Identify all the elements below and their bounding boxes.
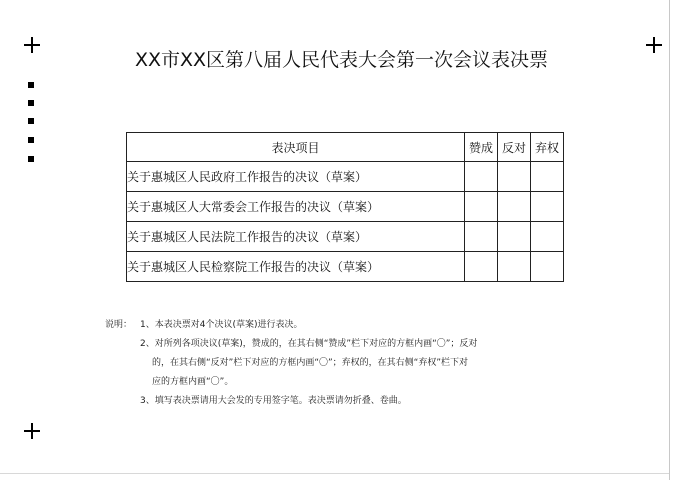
- table-row: [127, 252, 564, 282]
- resolution-item: 关于惠城区人民政府工作报告的决议（草案）: [127, 162, 465, 192]
- binding-mark: [28, 156, 34, 162]
- oppose-box[interactable]: [498, 192, 531, 222]
- table-row: [127, 162, 564, 192]
- ballot-title: XX市XX区第八届人民代表大会第一次会议表决票: [134, 49, 549, 71]
- binding-mark: [28, 137, 34, 143]
- abstain-box[interactable]: [531, 222, 564, 252]
- header-approve: 赞成: [465, 133, 498, 162]
- binding-mark: [28, 100, 34, 106]
- resolution-item: 关于惠城区人民法院工作报告的决议（草案）: [127, 222, 465, 252]
- page-edge-right: [669, 0, 670, 480]
- abstain-box[interactable]: [531, 162, 564, 192]
- header-abstain: 弃权: [531, 133, 564, 162]
- table-header-row: [127, 133, 564, 162]
- binding-mark: [28, 118, 34, 124]
- resolution-item: 关于惠城区人民检察院工作报告的决议（草案）: [127, 252, 465, 282]
- binding-mark: [28, 82, 34, 88]
- page-edge-bottom: [0, 473, 669, 474]
- instruction-line: 3、填写表决票请用大会发的专用签字笔。表决票请勿折叠、卷曲。: [140, 396, 407, 406]
- instructions-label: 说明：: [105, 320, 133, 330]
- oppose-box[interactable]: [498, 162, 531, 192]
- header-oppose: 反对: [498, 133, 531, 162]
- abstain-box[interactable]: [531, 192, 564, 222]
- table-row: [127, 222, 564, 252]
- abstain-box[interactable]: [531, 252, 564, 282]
- instruction-line: 应的方框内画“〇”。: [152, 377, 234, 387]
- approve-box[interactable]: [465, 192, 498, 222]
- approve-box[interactable]: [465, 162, 498, 192]
- instruction-line: 的，在其右侧“反对”栏下对应的方框内画“〇”；弃权的，在其右侧“弃权”栏下对: [152, 358, 468, 368]
- oppose-box[interactable]: [498, 252, 531, 282]
- instruction-line: 1、本表决票对4个决议(草案)进行表决。: [140, 320, 303, 330]
- ballot-table: [126, 132, 564, 282]
- table-row: [127, 192, 564, 222]
- resolution-item: 关于惠城区人大常委会工作报告的决议（草案）: [127, 192, 465, 222]
- crop-mark-bottom-left: [24, 423, 40, 439]
- approve-box[interactable]: [465, 252, 498, 282]
- approve-box[interactable]: [465, 222, 498, 252]
- instruction-line: 2、对所列各项决议(草案)，赞成的，在其右侧“赞成”栏下对应的方框内画“〇”；反对: [140, 339, 478, 349]
- header-item: 表决项目: [127, 133, 465, 162]
- oppose-box[interactable]: [498, 222, 531, 252]
